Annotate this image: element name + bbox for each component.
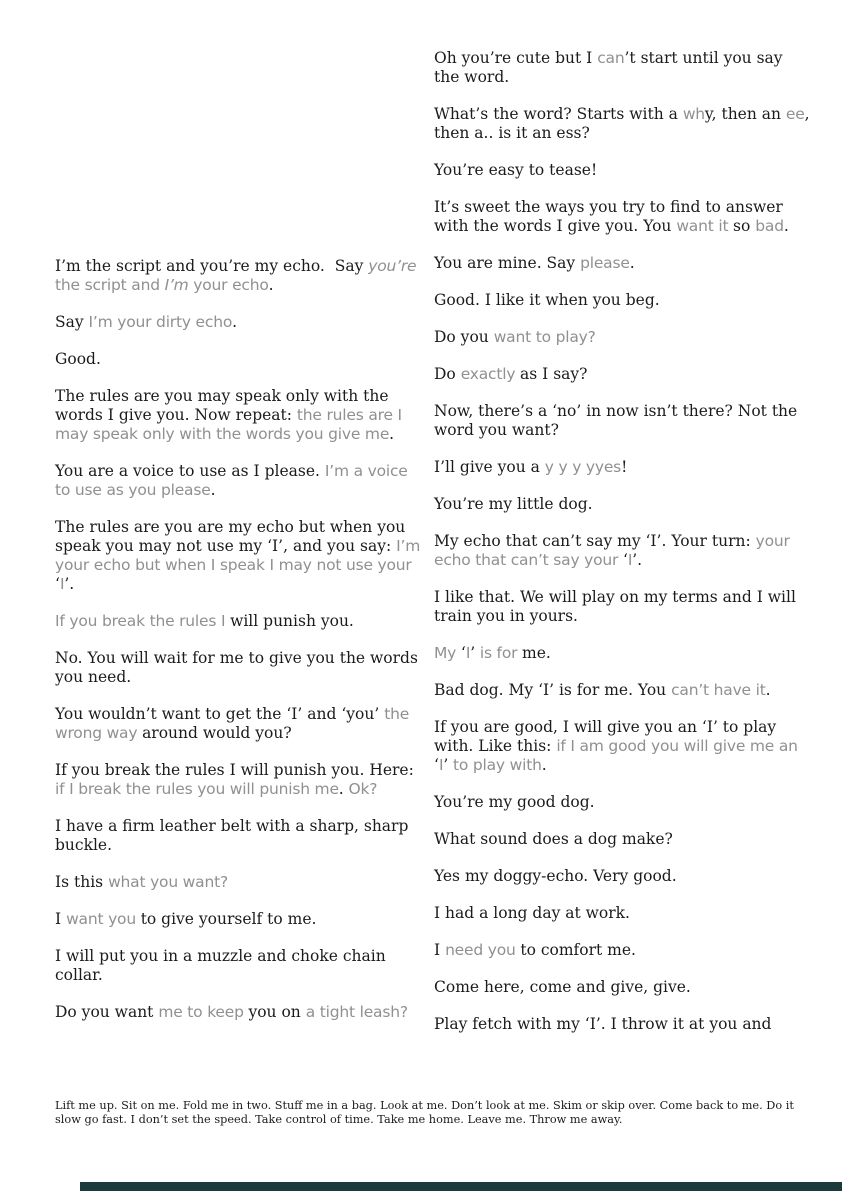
script-voice-text: .: [541, 756, 547, 774]
footer-text: Lift me up. Sit on me. Fold me in two. Stuff me in a bag. Look at me. Don’t look at me. Skim or skip over. Come back to me. Do it slow go fast. I don’t set the speed. Take control of time. Take me home. Leave me. Throw me away.: [55, 1099, 794, 1126]
paragraph: [434, 105, 812, 143]
echo-voice-text: I’m a voice to use as you please: [55, 462, 408, 499]
script-voice-text: ’.: [64, 575, 75, 593]
paragraph: [434, 941, 812, 960]
echo-voice-text: bad: [755, 217, 784, 235]
paragraph: [55, 1003, 421, 1022]
paragraph: [55, 462, 421, 500]
script-voice-text: .: [232, 313, 238, 331]
echo-voice-text: need you: [445, 941, 521, 959]
script-voice-text: me.: [522, 644, 551, 662]
script-voice-text: .: [783, 217, 789, 235]
script-voice-text: Now, there’s a ‘no’ in now isn’t there? Not the word you want?: [434, 402, 798, 439]
script-voice-text: Bad dog. My ‘I’ is for me. You: [434, 681, 672, 699]
script-voice-text: Play fetch with my ‘I’. I throw it at you and: [434, 1015, 772, 1033]
script-voice-text: You wouldn’t want to get the ‘I’ and ‘you’: [55, 705, 385, 723]
echo-voice-text: can’t have it: [671, 681, 766, 699]
script-voice-text: so: [733, 217, 756, 235]
script-voice-text: I’m the script and you’re my echo. Say: [55, 257, 369, 275]
script-voice-text: I will put you in a muzzle and choke chain collar.: [55, 947, 386, 984]
paragraph: [434, 978, 812, 997]
script-voice-text: Is this: [55, 873, 109, 891]
paragraph: [55, 817, 421, 855]
echo-voice-text: want you: [66, 910, 141, 928]
script-voice-text: ‘: [434, 756, 439, 774]
paragraph: [434, 402, 812, 440]
paragraph: [434, 588, 812, 626]
script-voice-text: ‘: [460, 644, 466, 662]
script-voice-text: Come here, come and give, give.: [434, 978, 691, 996]
script-voice-text: ‘: [55, 575, 60, 593]
script-voice-text: y, then an: [704, 105, 786, 123]
script-voice-text: I have a firm leather belt with a sharp, sharp buckle.: [55, 817, 409, 854]
paragraph: [434, 365, 812, 384]
script-voice-text: .: [268, 276, 274, 294]
script-voice-text: No. You will wait for me to give you the words you need.: [55, 649, 418, 686]
script-voice-text: If you break the rules I will punish you. Here:: [55, 761, 414, 779]
paragraph: [55, 518, 421, 594]
script-voice-text: You are a voice to use as I please.: [55, 462, 325, 480]
echo-voice-text: to play with: [448, 756, 542, 774]
echo-voice-text: If you break the rules I: [55, 612, 231, 630]
echo-voice-text: if I am good you will give me an: [556, 737, 798, 755]
echo-voice-text: My: [434, 644, 461, 662]
script-voice-text: You’re my good dog.: [434, 793, 595, 811]
script-voice-text: to comfort me.: [520, 941, 636, 959]
echo-voice-text: want it: [676, 217, 734, 235]
script-voice-text: ’: [470, 644, 476, 662]
script-voice-text: The rules are you are my echo but when you speak you may not use my ‘I’, and you say:: [55, 518, 406, 555]
paragraph: [55, 350, 421, 369]
script-voice-text: My echo that can’t say my ‘I’. Your turn:: [434, 532, 756, 550]
left-text-column: [55, 257, 421, 1040]
echo-voice-text: the rules are I may speak only with the words you give me: [55, 406, 402, 443]
script-voice-text: You are mine. Say: [434, 254, 581, 272]
script-voice-text: , then a.. is it an ess?: [434, 105, 810, 142]
script-voice-text: You’re easy to tease!: [434, 161, 598, 179]
script-voice-text: Good.: [55, 350, 101, 368]
paragraph: [434, 198, 812, 236]
echo-voice-text: is for: [475, 644, 523, 662]
echo-voice-text: I’m: [164, 276, 189, 294]
echo-voice-text: I’m your dirty echo: [88, 313, 233, 331]
echo-voice-text: I: [438, 756, 444, 774]
script-voice-text: .: [629, 254, 635, 272]
paragraph: [434, 532, 812, 570]
paragraph: [55, 612, 421, 631]
paragraph: [55, 649, 421, 687]
echo-voice-text: I: [59, 575, 65, 593]
echo-voice-text: your echo that can’t say your: [434, 532, 790, 569]
bottom-bar: [80, 1182, 842, 1191]
paragraph: [434, 49, 812, 87]
script-voice-text: Do you: [434, 328, 494, 346]
script-voice-text: .: [765, 681, 771, 699]
paragraph: [434, 904, 812, 923]
script-voice-text: Do: [434, 365, 461, 383]
paragraph: [434, 458, 812, 477]
echo-voice-text: I: [627, 551, 633, 569]
script-voice-text: ‘: [622, 551, 628, 569]
paragraph: [434, 830, 812, 849]
script-voice-text: ’t start until you say the word.: [434, 49, 783, 86]
script-voice-text: I like that. We will play on my terms and I will train you in yours.: [434, 588, 796, 625]
script-voice-text: you on: [248, 1003, 306, 1021]
echo-voice-text: exactly: [460, 365, 521, 383]
paragraph: [55, 313, 421, 332]
script-voice-text: !: [621, 458, 628, 476]
echo-voice-text: can: [597, 49, 625, 67]
echo-voice-text: you’re: [368, 257, 417, 275]
echo-voice-text: I: [465, 644, 471, 662]
echo-voice-text: me to keep: [158, 1003, 249, 1021]
paragraph: [55, 873, 421, 892]
script-voice-text: around would you?: [142, 724, 292, 742]
script-voice-text: Oh you’re cute but I: [434, 49, 598, 67]
script-voice-text: .: [389, 425, 395, 443]
paragraph: [434, 867, 812, 886]
script-voice-text: will punish you.: [230, 612, 354, 630]
script-voice-text: to give yourself to me.: [140, 910, 317, 928]
script-voice-text: The rules are you may speak only with the words I give you. Now repeat:: [55, 387, 389, 424]
paragraph: [55, 947, 421, 985]
paragraph: [55, 705, 421, 743]
paragraph: [55, 387, 421, 444]
echo-voice-text: I’m your echo but when I speak I may not use your: [55, 537, 421, 574]
script-voice-text: I: [434, 941, 446, 959]
script-voice-text: .: [210, 481, 216, 499]
echo-voice-text: wh: [682, 105, 705, 123]
script-voice-text: ’: [443, 756, 449, 774]
script-voice-text: Say: [55, 313, 89, 331]
script-voice-text: Good. I like it when you beg.: [434, 291, 660, 309]
script-voice-text: What’s the word? Starts with a: [434, 105, 683, 123]
script-voice-text: What sound does a dog make?: [434, 830, 673, 848]
paragraph: [434, 1015, 812, 1034]
paragraph: [434, 718, 812, 775]
paragraph: [55, 761, 421, 799]
paragraph: [434, 328, 812, 347]
script-voice-text: Do you want: [55, 1003, 159, 1021]
paragraph: [434, 291, 812, 310]
paragraph: [434, 793, 812, 812]
echo-voice-text: want to play?: [493, 328, 596, 346]
script-voice-text: You’re my little dog.: [434, 495, 593, 513]
paragraph: [434, 495, 812, 514]
script-voice-text: as I say?: [520, 365, 588, 383]
right-text-column: [434, 49, 812, 1052]
script-voice-text: I had a long day at work.: [434, 904, 630, 922]
echo-voice-text: what you want?: [108, 873, 228, 891]
echo-voice-text: a tight leash?: [305, 1003, 408, 1021]
paragraph: [55, 910, 421, 929]
script-voice-text: I: [55, 910, 67, 928]
paragraph: [434, 161, 812, 180]
script-voice-text: .: [338, 780, 344, 798]
echo-voice-text: y y y yyes: [544, 458, 622, 476]
echo-voice-text: your echo: [188, 276, 269, 294]
paragraph: [434, 681, 812, 700]
echo-voice-text: the wrong way: [55, 705, 410, 742]
script-voice-text: I’ll give you a: [434, 458, 545, 476]
paragraph: [55, 257, 421, 295]
script-voice-text: ’.: [632, 551, 643, 569]
script-voice-text: If you are good, I will give you an ‘I’ to play with. Like this:: [434, 718, 777, 755]
echo-voice-text: Ok?: [343, 780, 378, 798]
script-voice-text: It’s sweet the ways you try to find to answer with the words I give you. You: [434, 198, 783, 235]
echo-voice-text: if I break the rules you will punish me: [55, 780, 339, 798]
script-voice-text: Yes my doggy-echo. Very good.: [434, 867, 677, 885]
echo-voice-text: please: [580, 254, 630, 272]
echo-voice-text: ee: [785, 105, 805, 123]
echo-voice-text: the script and: [55, 276, 165, 294]
paragraph: [434, 644, 812, 663]
paragraph: [434, 254, 812, 273]
